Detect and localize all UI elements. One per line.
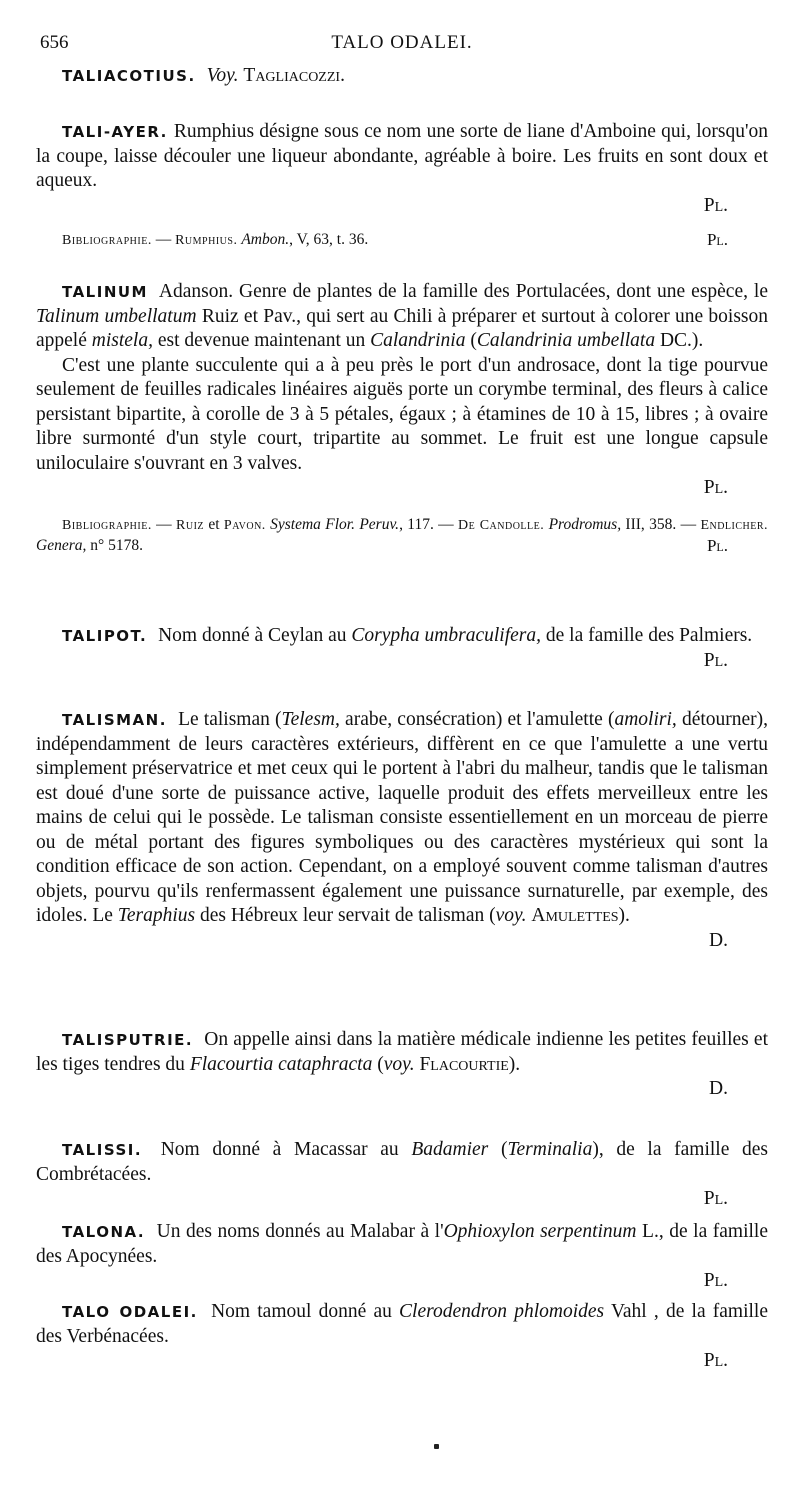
entry-text: Vahl , de la famille des Verbénacées. bbox=[36, 1301, 769, 1347]
entry-taliacotius bbox=[36, 64, 768, 89]
term-italic: amoliri, bbox=[614, 709, 677, 730]
entry-tali-ayer bbox=[36, 120, 768, 251]
biblio-title: Prodromus, bbox=[548, 515, 622, 533]
entry-text: C'est une plante succulente qui a à peu près le port d'un androsace, dont la tige pourvue seulement de feuilles radicales linéaires aiguës porte un corymbe terminal, des fleurs à calice persistant bipartite, à corolle de 3 à 5 pétales, égaux ; à étamines de 10 à 15, libres ; à ovaire libre surmonté d'un style court, tripartite au sommet. Le fruit est une longue capsule uniloculaire s'ouvrant en 3 valves. bbox=[36, 354, 768, 474]
headword: TALISMAN. bbox=[62, 711, 167, 729]
headword: TALI-AYER. bbox=[62, 123, 168, 141]
biblio-ref: n° 5178. bbox=[90, 536, 143, 554]
entry-text: ( bbox=[470, 330, 477, 351]
cross-ref-target: Flacourtie bbox=[419, 1053, 509, 1075]
entry-talona bbox=[36, 1220, 768, 1294]
entry-text: détourner), indépendamment de leurs caractères extérieurs, diffèrent en ce que l'amulette a une vertu simplement préservatrice et met ceux qui le portent à l'abri du malheur, tandis que le talisman est doué d'une sorte de puissance active, laquelle produit des effets merveilleux entre les mains de celui qui le possède. Le talisman consiste essentiellement en un morceau de pierre ou de métal portant des figures symboliques ou des caractères mystérieux qui sont la condition efficace de son action. Cependant, on a employé souvent comme talisman d'autres objets, pourvu qu'ils renfermassent également une puissance surnaturelle, par exemple, des idoles. Le bbox=[36, 709, 769, 926]
entry-talipot bbox=[36, 624, 768, 673]
author-signature: Pl. bbox=[706, 535, 728, 555]
species-name: Calandrinia umbellata bbox=[476, 330, 656, 351]
species-name: Talinum umbellatum bbox=[36, 305, 197, 327]
biblio-ref: , 117. — bbox=[399, 515, 454, 533]
entry-text: ), de la famille des Combrétacées. bbox=[36, 1139, 769, 1185]
biblio-author: Ruiz bbox=[176, 517, 205, 533]
author-signature: Pl. bbox=[703, 1188, 728, 1209]
species-name: Ophioxylon serpentinum bbox=[443, 1221, 637, 1242]
print-mark bbox=[434, 1444, 439, 1449]
headword: TALO ODALEI. bbox=[62, 1303, 198, 1321]
cross-ref-target: Amulettes bbox=[531, 905, 619, 926]
term-italic: mistela, bbox=[91, 330, 153, 351]
headword: TALISSI. bbox=[62, 1141, 143, 1159]
bibliography: Bibliographie. — Ruiz et Pavon. Systema Flor. Peruv., 117. — De Candolle. Prodromus, III, 358. — Endlicher. Genera, n° 5178. Pl. bbox=[36, 515, 769, 555]
biblio-title: Ambon. bbox=[241, 231, 290, 248]
author-signature: Pl. bbox=[706, 230, 728, 249]
cross-ref-voy: voy. bbox=[495, 905, 527, 926]
entry-talisputrie bbox=[36, 1028, 768, 1102]
author-signature: D. bbox=[709, 1078, 728, 1099]
common-name: Badamier bbox=[411, 1139, 489, 1160]
entry-text: ( bbox=[500, 1139, 508, 1160]
biblio-title: Genera, bbox=[36, 536, 87, 554]
entry-text: ( bbox=[377, 1053, 384, 1075]
entry-text: des Hébreux leur servait de talisman ( bbox=[199, 905, 496, 926]
bibliography-label: Bibliographie. bbox=[62, 233, 152, 248]
bibliography-label: Bibliographie. bbox=[62, 517, 152, 533]
author-signature: Pl. bbox=[703, 649, 728, 671]
cross-ref-voy: Voy. bbox=[206, 65, 239, 86]
author-name: Adanson. bbox=[158, 281, 234, 302]
genus-name: Calandrinia bbox=[370, 330, 466, 351]
cross-ref-voy: voy. bbox=[383, 1053, 415, 1075]
author-signature: D. bbox=[709, 929, 728, 951]
entry-text: On appelle ainsi dans la matière médicale indienne les petites feuilles et les tiges tendres du bbox=[36, 1029, 769, 1075]
entry-text: Le talisman ( bbox=[178, 709, 282, 730]
headword: TALISPUTRIE. bbox=[62, 1031, 194, 1049]
entry-paragraph bbox=[36, 354, 768, 501]
cross-ref-target: Tagliacozzi. bbox=[243, 65, 345, 86]
headword: TALIACOTIUS. bbox=[62, 67, 196, 85]
species-name: Corypha umbraculifera, bbox=[351, 625, 541, 646]
entry-text: arabe, consécration) et l'amulette ( bbox=[345, 709, 615, 730]
biblio-author: Pavon. bbox=[223, 517, 266, 533]
entry-text: Nom donné à Macassar au bbox=[160, 1139, 399, 1160]
biblio-author: Endlicher. bbox=[700, 517, 769, 533]
entry-talo-odalei bbox=[36, 1300, 768, 1374]
entry-text: Genre de plantes de la famille des Portulacées, dont une espèce, le bbox=[239, 281, 769, 302]
term-italic: Teraphius bbox=[117, 905, 196, 926]
biblio-ref: , V, 63, t. 36. bbox=[289, 231, 369, 248]
entry-text: ). bbox=[508, 1053, 521, 1075]
entry-text: de la famille des Palmiers. bbox=[545, 625, 753, 646]
entry-text: Ruiz et Pav., qui sert au Chili à préparer et surtout à colorer une boisson appelé bbox=[36, 305, 769, 351]
author-signature: Pl. bbox=[703, 477, 728, 498]
dictionary-page bbox=[36, 28, 769, 1371]
bibliography: Bibliographie. — Rumphius. Ambon., V, 63, t. 36. Pl. bbox=[36, 230, 768, 251]
species-name: Flacourtia cataphracta bbox=[189, 1053, 373, 1075]
author-signature: Pl. bbox=[703, 1270, 728, 1291]
entry-text: Nom tamoul donné au bbox=[211, 1301, 392, 1322]
biblio-title: Systema Flor. Peruv. bbox=[270, 515, 400, 533]
author-signature: Pl. bbox=[703, 194, 728, 216]
entry-text: est devenue maintenant un bbox=[157, 330, 366, 351]
entry-text: Nom donné à Ceylan au bbox=[158, 625, 347, 646]
entry-talissi bbox=[36, 1138, 768, 1212]
author-signature: Pl. bbox=[703, 1350, 728, 1371]
running-title: TALO ODALEI. bbox=[331, 32, 473, 53]
running-head bbox=[36, 28, 768, 58]
term-italic: Telesm, bbox=[281, 709, 340, 730]
biblio-ref: III, 358. — bbox=[625, 515, 697, 533]
entry-text: DC.). bbox=[659, 330, 704, 351]
entry-text: Un des noms donnés au Malabar à l' bbox=[156, 1221, 444, 1242]
headword: TALIPOT. bbox=[62, 627, 148, 645]
genus-name: Terminalia bbox=[507, 1139, 593, 1160]
biblio-text: et bbox=[208, 515, 220, 533]
species-name: Clerodendron phlomoides bbox=[399, 1301, 605, 1322]
biblio-author: De Candolle. bbox=[458, 517, 545, 533]
entry-text: L., de la famille des Apocynées. bbox=[36, 1221, 768, 1267]
entry-talisman bbox=[36, 708, 768, 953]
headword: TALONA. bbox=[62, 1223, 146, 1241]
entry-talinum bbox=[36, 280, 768, 556]
entry-text: ). bbox=[618, 905, 630, 926]
headword: TALINUM bbox=[62, 283, 148, 301]
entry-text: Rumphius désigne sous ce nom une sorte de liane d'Amboine qui, lorsqu'on la coupe, laisse découler une liqueur abondante, agréable à boire. Les fruits en sont doux et aqueux. bbox=[36, 121, 768, 191]
page-number: 656 bbox=[40, 32, 69, 53]
biblio-author: Rumphius. bbox=[175, 233, 238, 248]
